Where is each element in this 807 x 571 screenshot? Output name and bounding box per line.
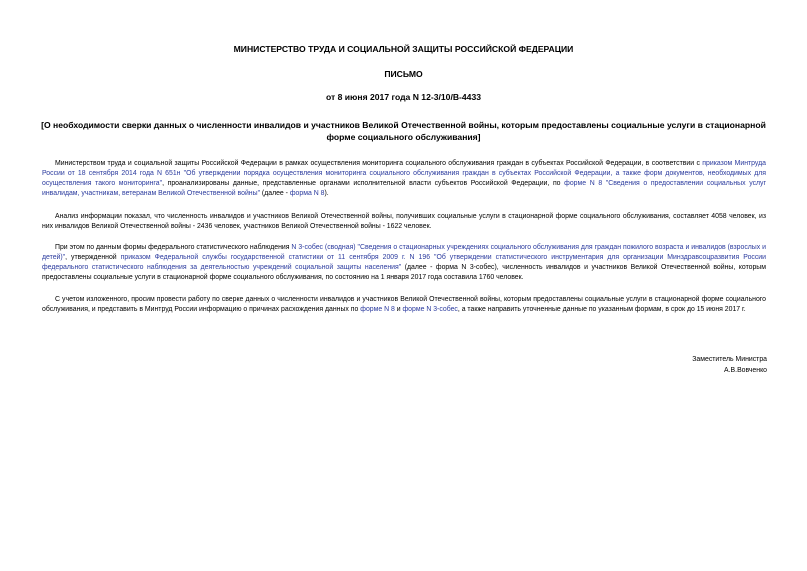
link-form-3-sobes-full[interactable]: N 3-собес (сводная) "Сведения о стационарных учреждениях социального обслуживания для граждан пожилого возраста и инвалидов (взрослых и детей)" (42, 244, 766, 261)
ministry-title: МИНИСТЕРСТВО ТРУДА И СОЦИАЛЬНОЙ ЗАЩИТЫ РОССИЙСКОЙ ФЕДЕРАЦИИ (233, 44, 574, 54)
paragraph-1 (42, 159, 766, 199)
link-order-651n[interactable]: приказом Минтруда России от 18 сентября 2014 года N 651н "Об утверждении порядка осуществления мониторинга социального обслуживания граждан в субъектах Российской Федерации, а также форм документов, необходимых для осуществления такого мониторинга" (42, 160, 766, 187)
paragraph-3 (42, 243, 766, 283)
paragraph-text: (далее - форма N 3-собес), численность инвалидов и участников Великой Отечественной войны, которым предоставлены социальные услуги в стационарной форме социального обслуживания, по состоянию на 1 января 2017 года составила 1760 человек. (42, 264, 767, 281)
link-form-8-full[interactable]: форме N 8 "Сведения о предоставлении социальных услуг инвалидам, участникам, ветеранам Великой Отечественной войны" (42, 180, 766, 197)
paragraph-text: , утвержденной (65, 254, 121, 261)
paragraph-text: При этом по данным формы федерального статистического наблюдения (55, 244, 292, 251)
signature-name: А.В.Вовченко (724, 367, 767, 374)
paragraph-text: и (394, 306, 403, 313)
paragraph-text: (далее - (260, 190, 290, 197)
document-subject: [О необходимости сверки данных о численности инвалидов и участников Великой Отечественной войны, которым предоставлены социальные услуги в стационарной форме социального обслуживания] (41, 120, 766, 142)
paragraph-text: С учетом изложенного, просим провести работу по сверке данных о численности инвалидов и участников Великой Отечественной войны, которым предоставлены социальные услуги в стационарной форме социального обслуживания, и представить в Минтруд России информацию о причинах расхождения данных по (42, 296, 766, 313)
paragraph-text: , а также направить уточненные данные по указанным формам, в срок до 15 июня 2017 г. (457, 306, 746, 313)
link-order-196[interactable]: приказом Федеральной службы государственной статистики от 11 сентября 2009 г. N 196 "Об утверждении статистического инструментария для организации Минздравсоцразвития России федерального статистического наблюдения за деятельностью учреждений социальной защиты населения" (42, 254, 766, 271)
document-type: ПИСЬМО (384, 69, 423, 79)
link-form-8[interactable]: форме N 8 (360, 306, 395, 313)
paragraph-text: Анализ информации показал, что численность инвалидов и участников Великой Отечественной войны, получивших социальные услуги в стационарной форме социального обслуживания, составляет 4058 человек, из них инвалидов Великой Отечественной войны - 2436 человек, участников Великой Отечественной войны - 1622 человек. (42, 213, 766, 230)
link-form-8[interactable]: форма N 8 (289, 190, 325, 197)
signature-position: Заместитель Министра (692, 356, 767, 363)
link-form-3-sobes[interactable]: форме N 3-собес (402, 306, 458, 313)
paragraph-text: Министерством труда и социальной защиты Российской Федерации в рамках осуществления мониторинга социального обслуживания граждан в субъектах Российской Федерации, в соответствии с (55, 160, 703, 167)
document-date-number: от 8 июня 2017 года N 12-3/10/В-4433 (325, 92, 482, 102)
paragraph-text: , проанализированы данные, представленные органами исполнительной власти субъектов Российской Федерации, по (162, 180, 565, 187)
paragraph-2 (42, 212, 766, 232)
paragraph-4 (42, 295, 766, 315)
paragraph-text: ). (324, 190, 329, 197)
